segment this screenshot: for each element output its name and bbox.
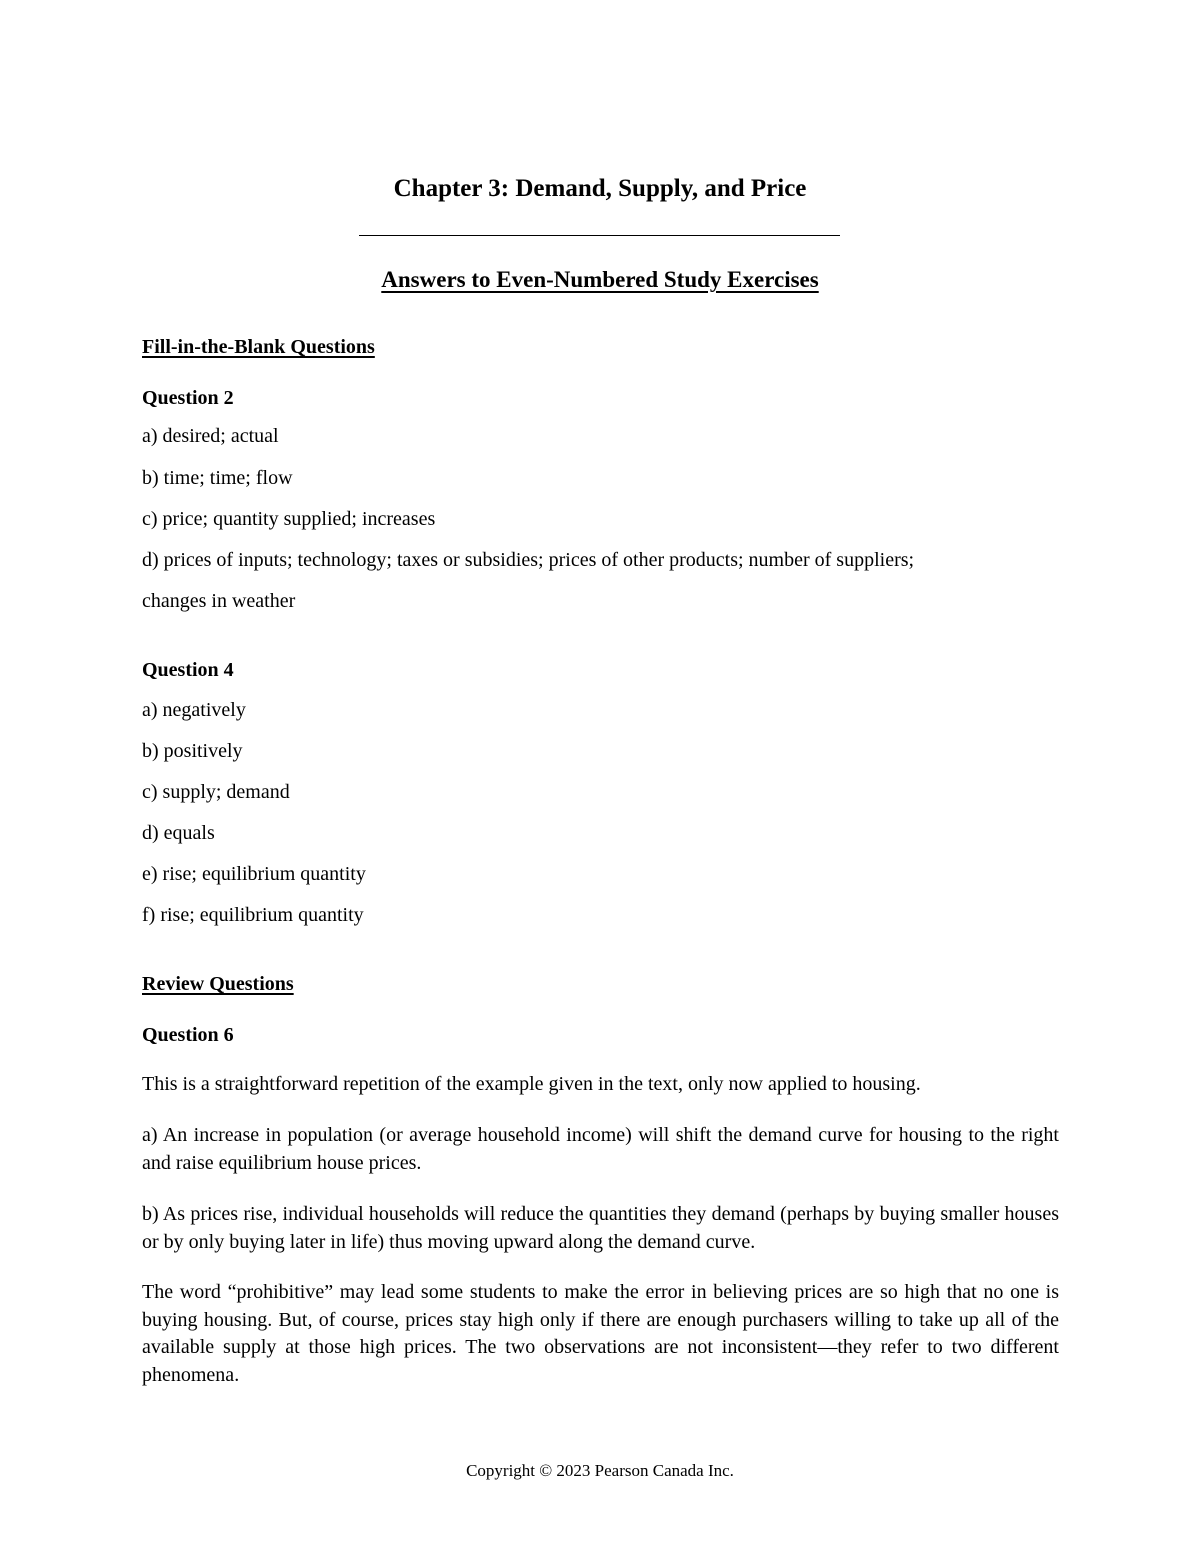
question-4-heading: Question 4	[142, 659, 234, 681]
question-2-answer-b: b) time; time; flow	[142, 467, 293, 489]
question-6-heading: Question 6	[142, 1024, 234, 1046]
question-4-answer-c: c) supply; demand	[142, 781, 290, 803]
question-2-answer-d: d) prices of inputs; technology; taxes or subsidies; prices of other products; number of suppliers;	[142, 549, 915, 571]
question-4-answer-d: d) equals	[142, 822, 215, 844]
question-2-answer-d-continued: changes in weather	[142, 590, 296, 612]
chapter-title: Chapter 3: Demand, Supply, and Price	[393, 175, 807, 202]
fill-in-blank-heading: Fill-in-the-Blank Questions	[142, 336, 375, 358]
question-2-heading: Question 2	[142, 387, 234, 409]
question-4-answer-a: a) negatively	[142, 699, 246, 721]
copyright-footer: Copyright © 2023 Pearson Canada Inc.	[466, 1461, 734, 1480]
question-2-answer-a: a) desired; actual	[142, 425, 279, 447]
question-4-answer-e: e) rise; equilibrium quantity	[142, 863, 366, 885]
question-6-part-a-paragraph: a) An increase in population (or average household income) will shift the demand curve for housing to the right and raise equilibrium house prices.	[142, 1124, 1059, 1174]
answers-title: Answers to Even-Numbered Study Exercises	[381, 267, 819, 292]
question-4-answer-b: b) positively	[142, 740, 243, 762]
question-4-answer-f: f) rise; equilibrium quantity	[142, 904, 364, 926]
question-2-answer-c: c) price; quantity supplied; increases	[142, 508, 436, 530]
question-6-intro-paragraph: This is a straightforward repetition of the example given in the text, only now applied to housing.	[142, 1073, 921, 1095]
review-questions-heading: Review Questions	[142, 973, 294, 995]
question-6-part-b-paragraph: b) As prices rise, individual households will reduce the quantities they demand (perhaps by buying smaller houses or by only buying later in life) thus moving upward along the demand curve.	[142, 1203, 1059, 1253]
question-6-prohibitive-paragraph: The word “prohibitive” may lead some students to make the error in believing prices are so high that no one is buying housing. But, of course, prices stay high only if there are enough purchasers willing to take up all of the available supply at those high prices. The two observations are not inconsistent—they refer to two different phenomena.	[142, 1281, 1059, 1386]
title-divider	[359, 235, 840, 236]
